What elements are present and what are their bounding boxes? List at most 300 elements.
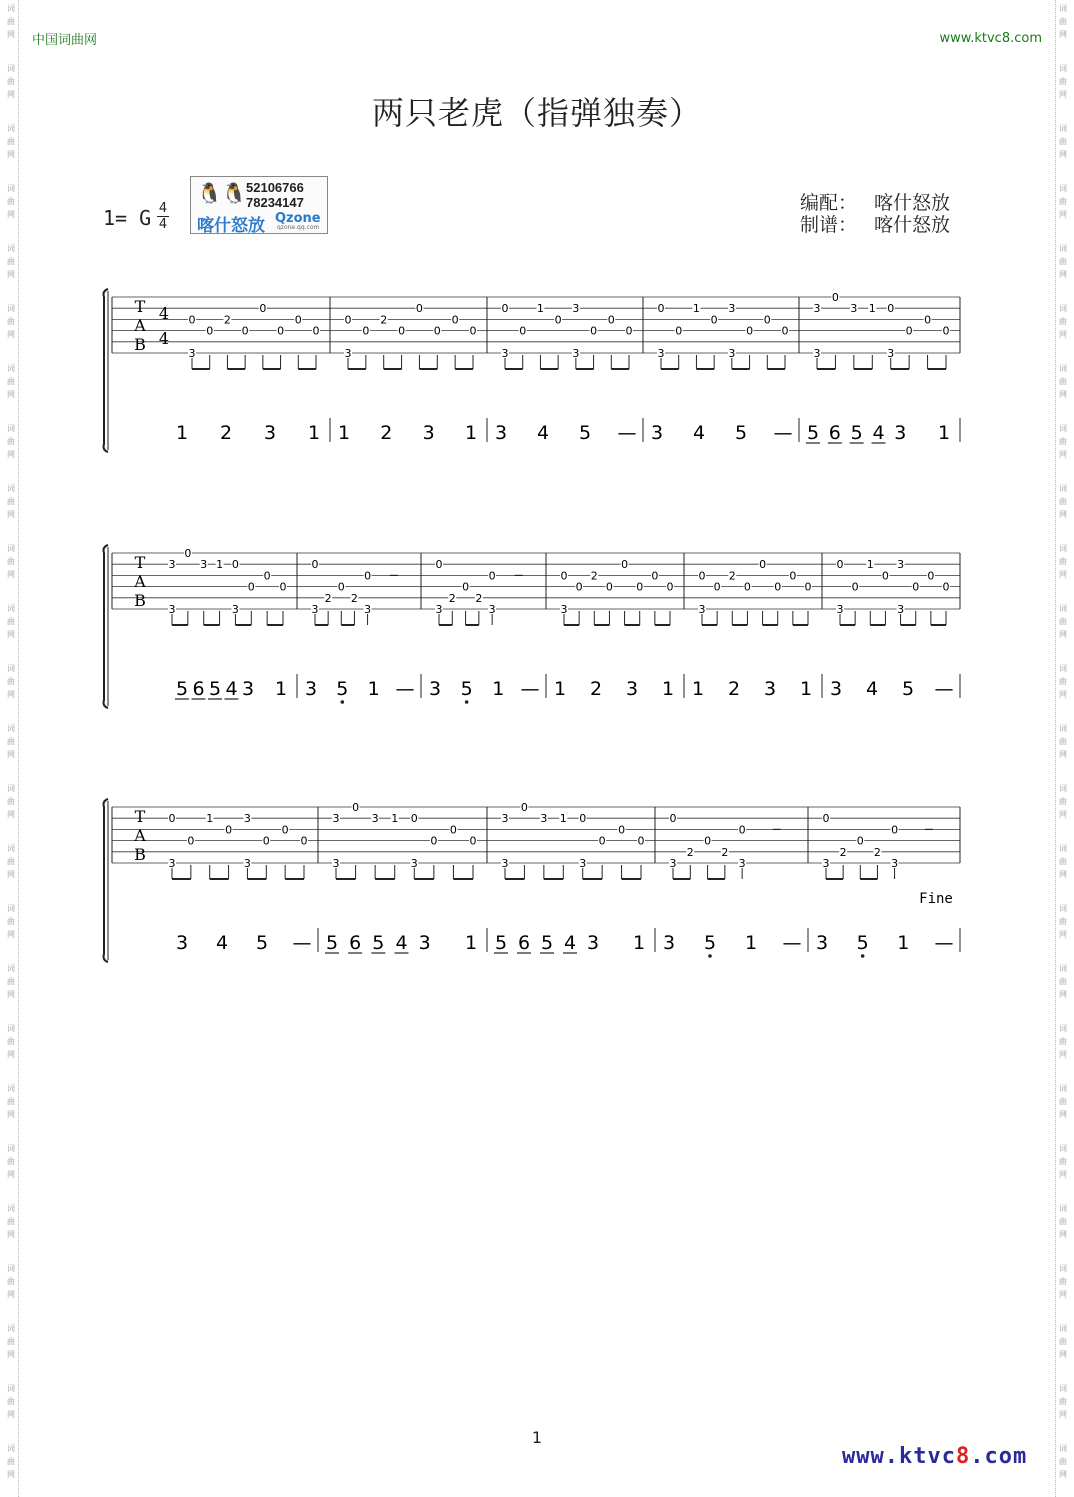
jianpu-note: 5: [460, 678, 473, 700]
jianpu-note: 5: [372, 932, 385, 954]
tab-fret-number: 0: [488, 569, 496, 583]
watermark-char: 曲: [1059, 377, 1067, 386]
watermark-char: 网: [7, 1230, 15, 1239]
transcriber-name: 喀什怒放: [874, 214, 951, 236]
watermark-char: 曲: [7, 317, 15, 326]
tab-fret-number: 2: [590, 569, 598, 583]
watermark-char: 网: [7, 90, 15, 99]
tab-fret-number: 0: [206, 324, 214, 338]
watermark-char: 网: [7, 1170, 15, 1179]
site-name-left: 中国词曲网: [32, 33, 98, 48]
jianpu-note: 1: [632, 932, 646, 954]
tab-fret-number: 3: [560, 603, 568, 616]
watermark-char: 词: [7, 1084, 15, 1093]
jianpu-note: 4: [872, 422, 885, 444]
tab-fret-number: 3: [501, 812, 509, 826]
jianpu-note: 5: [734, 422, 748, 444]
watermark-char: 网: [1059, 570, 1067, 579]
tab-fret-number: 0: [435, 558, 443, 572]
watermark-char: 网: [7, 930, 15, 939]
footer-logo-post: .com: [970, 1444, 1028, 1469]
jianpu-low-dot: [465, 700, 469, 704]
time-signature-top: 4: [158, 201, 168, 216]
tab-fret-number: 0: [657, 302, 665, 316]
tab-fret-number: 0: [618, 823, 626, 837]
page-title: 两只老虎（指弹独奏）: [371, 94, 702, 132]
jianpu-note: 2: [219, 422, 233, 444]
tab-fret-number: 2: [223, 313, 231, 327]
tab-fret-number: 2: [475, 591, 483, 605]
tab-fret-number: 0: [636, 580, 644, 594]
watermark-char: 曲: [1059, 617, 1067, 626]
watermark-char: 词: [1059, 424, 1067, 433]
watermark-char: 网: [1059, 1110, 1067, 1119]
watermark-char: 曲: [1059, 257, 1067, 266]
watermark-char: 词: [1059, 124, 1067, 133]
tab-fret-number: 3: [488, 603, 496, 616]
jianpu-note: 1: [799, 678, 813, 700]
watermark-char: 网: [7, 750, 15, 759]
tab-fret-number: 0: [344, 313, 352, 327]
tab-fret-number: 0: [520, 801, 528, 814]
tab-fret-number: 0: [579, 812, 587, 826]
watermark-char: 网: [1059, 690, 1067, 699]
jianpu-note: 3: [894, 422, 907, 444]
jianpu-note: 3: [586, 932, 600, 954]
tab-fret-number: 0: [184, 547, 192, 560]
tab-fret-number: 0: [277, 324, 285, 338]
watermark-char: 词: [1059, 844, 1067, 853]
watermark-char: 网: [7, 1050, 15, 1059]
tab-fret-number: 1: [866, 558, 874, 572]
watermark-char: 网: [7, 330, 15, 339]
footer-logo-accent: 8: [955, 1444, 971, 1469]
tab-fret-number: 0: [575, 580, 583, 594]
tab-fret-number: 0: [451, 313, 459, 327]
watermark-char: 网: [1059, 810, 1067, 819]
tab-fret-number: 3: [572, 347, 580, 360]
watermark-char: 网: [1059, 750, 1067, 759]
watermark-char: 网: [7, 450, 15, 459]
watermark-char: 网: [7, 690, 15, 699]
tab-fret-number: 0: [759, 558, 767, 572]
watermark-char: 曲: [7, 197, 15, 206]
jianpu-note: 1: [492, 678, 505, 700]
tab-fret-number: 0: [462, 580, 470, 594]
watermark-char: 曲: [1059, 1277, 1067, 1286]
tab-fret-number: 0: [519, 324, 527, 338]
system-bracket: [104, 289, 109, 452]
watermark-char: 网: [1059, 1230, 1067, 1239]
watermark-char: 词: [7, 424, 15, 433]
jianpu-note: —: [292, 932, 312, 954]
watermark-char: 曲: [1059, 317, 1067, 326]
tab-letter: B: [134, 845, 146, 864]
tab-fret-number: 0: [560, 569, 568, 583]
jianpu-note: 3: [494, 422, 508, 444]
watermark-char: 曲: [7, 977, 15, 986]
jianpu-note: 6: [517, 932, 531, 954]
watermark-char: 网: [1059, 270, 1067, 279]
jianpu-low-dot: [861, 954, 865, 958]
tab-fret-number: 0: [881, 569, 889, 583]
tab-fret-number: 0: [469, 324, 477, 338]
watermark-char: 网: [7, 990, 15, 999]
qzone-url: qzone.qq.com: [277, 224, 320, 231]
watermark-char: 曲: [1059, 857, 1067, 866]
tab-fret-number: 0: [241, 324, 249, 338]
tab-fret-number: 2: [873, 845, 881, 859]
tab-fret-number: 0: [675, 324, 683, 338]
watermark-char: 网: [1059, 1470, 1067, 1479]
tab-fret-number: 3: [243, 857, 251, 870]
jianpu-note: 5: [578, 422, 592, 444]
tab-fret-number: 0: [774, 580, 782, 594]
watermark-char: 曲: [1059, 737, 1067, 746]
tab-fret-number: 0: [598, 834, 606, 848]
tab-time-top: 4: [158, 304, 170, 323]
tab-fret-number: 0: [887, 302, 895, 316]
watermark-char: 词: [1059, 64, 1067, 73]
watermark-char: 词: [1059, 1084, 1067, 1093]
tab-fret-number: 0: [789, 569, 797, 583]
page-number: 1: [531, 1428, 543, 1447]
tab-fret-number: 0: [590, 324, 598, 338]
tab-fret-number: 3: [371, 812, 379, 826]
watermark-char: 曲: [1059, 917, 1067, 926]
tab-fret-number: 1: [391, 812, 399, 826]
jianpu-note: 4: [395, 932, 408, 954]
tab-fret-number: 3: [728, 302, 736, 316]
watermark-char: 网: [7, 270, 15, 279]
tab-fret-number: 0: [469, 834, 477, 848]
tab-fret-number: 0: [625, 324, 633, 338]
tab-letter: B: [134, 591, 146, 610]
tab-fret-number: 0: [231, 558, 239, 572]
tab-fret-number: 3: [435, 603, 443, 616]
tab-fret-number: 2: [686, 845, 694, 859]
watermark-char: 曲: [1059, 677, 1067, 686]
watermark-char: 词: [1059, 1444, 1067, 1453]
jianpu-note: 1: [464, 422, 478, 444]
footer-logo-pre: www.ktvc: [842, 1444, 956, 1469]
watermark-char: 词: [1059, 484, 1067, 493]
watermark-char: 词: [7, 4, 15, 13]
tab-fret-number: 3: [813, 347, 821, 360]
jianpu-note: 6: [192, 678, 205, 700]
tab-fret-number: 0: [398, 324, 406, 338]
watermark-char: 曲: [7, 1157, 15, 1166]
watermark-char: 词: [7, 1024, 15, 1033]
tab-fret-number: 2: [728, 569, 736, 583]
watermark-char: 曲: [7, 617, 15, 626]
watermark-char: 词: [7, 1384, 15, 1393]
tab-fret-number: 3: [188, 347, 196, 360]
logo-brand: 喀什怒放: [197, 216, 265, 236]
tab-fret-number: 2: [324, 591, 332, 605]
tab-fret-number: 0: [763, 313, 771, 327]
tab-fret-number: 0: [942, 324, 950, 338]
watermark-char: 曲: [1059, 1337, 1067, 1346]
watermark-char: 网: [1059, 930, 1067, 939]
watermark-char: 曲: [1059, 137, 1067, 146]
tab-fret-number: 0: [430, 834, 438, 848]
watermark-char: 网: [7, 870, 15, 879]
tab-fret-number: 3: [410, 857, 418, 870]
tab-fret-number: 0: [927, 569, 935, 583]
jianpu-note: 4: [225, 678, 238, 700]
tab-fret-number: 3: [332, 812, 340, 826]
jianpu-note: 1: [661, 678, 675, 700]
tab-fret-number: 3: [657, 347, 665, 360]
watermark-char: 网: [7, 1110, 15, 1119]
jianpu-note: 3: [418, 932, 431, 954]
watermark-char: 词: [1059, 1384, 1067, 1393]
tab-time-bottom: 4: [158, 329, 170, 348]
watermark-char: 曲: [7, 1337, 15, 1346]
jianpu-note: 1: [464, 932, 478, 954]
watermark-char: 网: [1059, 90, 1067, 99]
tab-fret-number: 1: [206, 812, 214, 826]
watermark-char: 词: [1059, 304, 1067, 313]
tab-fret-number: 0: [713, 580, 721, 594]
tab-letter: A: [134, 826, 146, 845]
watermark-char: 网: [1059, 1170, 1067, 1179]
fine-marker: Fine: [919, 891, 953, 907]
watermark-char: 词: [1059, 364, 1067, 373]
watermark-char: 曲: [7, 1217, 15, 1226]
jianpu-note: 2: [589, 678, 603, 700]
tab-fret-number: 3: [836, 603, 844, 616]
tab-fret-number: 2: [721, 845, 729, 859]
tab-fret-number: 3: [579, 857, 587, 870]
tab-fret-number: 0: [312, 324, 320, 338]
watermark-char: 曲: [7, 137, 15, 146]
watermark-char: 词: [1059, 1204, 1067, 1213]
jianpu-note: —: [934, 678, 954, 700]
jianpu-note: 5: [703, 932, 717, 954]
watermark-char: 曲: [7, 857, 15, 866]
watermark-char: 曲: [7, 257, 15, 266]
system-bracket: [104, 545, 109, 708]
tab-fret-number: 3: [813, 302, 821, 316]
watermark-char: 词: [7, 664, 15, 673]
tab-fret-number: 0: [607, 313, 615, 327]
tab-fret-number: 3: [540, 812, 548, 826]
jianpu-note: —: [520, 678, 540, 700]
watermark-char: 网: [7, 1350, 15, 1359]
watermark-char: 词: [1059, 904, 1067, 913]
watermark-char: 曲: [7, 737, 15, 746]
tab-fret-number: 3: [344, 347, 352, 360]
tab-letter: T: [134, 297, 146, 316]
watermark-char: 词: [1059, 784, 1067, 793]
jianpu-note: —: [617, 422, 637, 444]
watermark-char: 网: [1059, 1050, 1067, 1059]
watermark-char: 网: [7, 30, 15, 39]
tab-fret-number: 0: [836, 558, 844, 572]
jianpu-note: 1: [337, 422, 351, 444]
penguin-icon: 🐧🐧: [197, 181, 247, 205]
watermark-char: 网: [7, 390, 15, 399]
watermark-char: 词: [7, 64, 15, 73]
watermark-char: 词: [1059, 4, 1067, 13]
watermark-char: 网: [1059, 1350, 1067, 1359]
tab-fret-number: 0: [924, 313, 932, 327]
jianpu-note: 1: [553, 678, 567, 700]
watermark-char: 词: [7, 844, 15, 853]
jianpu-note: 3: [829, 678, 843, 700]
watermark-char: 曲: [7, 557, 15, 566]
jianpu-note: 4: [692, 422, 706, 444]
watermark-char: 曲: [1059, 1097, 1067, 1106]
watermark-char: 词: [1059, 1024, 1067, 1033]
watermark-char: 网: [1059, 630, 1067, 639]
watermark-char: 词: [1059, 1144, 1067, 1153]
tab-fret-number: 0: [651, 569, 659, 583]
watermark-char: 词: [7, 904, 15, 913]
jianpu-note: 3: [662, 932, 676, 954]
tab-fret-number: 0: [188, 313, 196, 327]
jianpu-note: 4: [215, 932, 229, 954]
jianpu-note: 3: [815, 932, 829, 954]
watermark-char: 网: [7, 570, 15, 579]
tab-fret-number: 3: [168, 857, 176, 870]
watermark-char: 词: [7, 1444, 15, 1453]
watermark-char: 词: [7, 484, 15, 493]
jianpu-note: 1: [691, 678, 705, 700]
tab-fret-number: 0: [259, 302, 267, 316]
tab-fret-number: 3: [572, 302, 580, 316]
tab-fret-number: 3: [738, 857, 746, 870]
jianpu-note: 5: [901, 678, 915, 700]
tab-fret-number: 0: [300, 834, 308, 848]
watermark-char: 曲: [7, 77, 15, 86]
watermark-char: 词: [7, 304, 15, 313]
tab-fret-number: 0: [710, 313, 718, 327]
tab-fret-number: 1: [536, 302, 544, 316]
watermark-char: 词: [1059, 604, 1067, 613]
jianpu-note: 1: [175, 422, 189, 444]
tab-fret-number: 3: [311, 603, 319, 616]
tab-fret-number: 0: [433, 324, 441, 338]
jianpu-note: 1: [367, 678, 380, 700]
tab-letter: A: [134, 316, 146, 335]
tab-fret-number: 0: [669, 812, 677, 826]
qzone-label: Qzone: [275, 211, 321, 226]
watermark-char: 曲: [7, 1037, 15, 1046]
tab-fret-number: 0: [168, 812, 176, 826]
jianpu-note: 2: [380, 422, 393, 444]
jianpu-note: 5: [175, 678, 189, 700]
jianpu-note: 5: [325, 932, 339, 954]
tab-fret-number: 1: [559, 812, 567, 826]
tab-fret-number: 0: [225, 823, 233, 837]
tab-fret-number: 0: [743, 580, 751, 594]
watermark-char: 词: [7, 364, 15, 373]
watermark-char: 网: [7, 630, 15, 639]
tab-fret-number: 3: [168, 603, 176, 616]
tab-fret-number: 3: [231, 603, 239, 616]
tab-fret-number: 3: [669, 857, 677, 870]
tab-fret-number: 0: [263, 569, 271, 583]
jianpu-note: 5: [850, 422, 863, 444]
watermark-char: 词: [7, 784, 15, 793]
tab-fret-number: 1: [868, 302, 876, 316]
tab-fret-number: 0: [891, 823, 899, 837]
watermark-char: 曲: [1059, 797, 1067, 806]
watermark-char: 网: [7, 150, 15, 159]
jianpu-note: 4: [536, 422, 550, 444]
jianpu-note: —: [395, 678, 415, 700]
jianpu-low-dot: [708, 954, 712, 958]
tab-fret-number: 2: [839, 845, 847, 859]
tab-fret-number: 3: [200, 558, 208, 572]
jianpu-note: 2: [727, 678, 741, 700]
jianpu-note: 3: [625, 678, 639, 700]
jianpu-note: 4: [865, 678, 879, 700]
watermark-char: 曲: [1059, 977, 1067, 986]
tab-fret-number: 3: [168, 558, 176, 572]
watermark-char: 词: [7, 964, 15, 973]
tab-fret-number: 3: [822, 857, 830, 870]
tab-fret-number: 0: [856, 834, 864, 848]
tab-fret-number: 3: [891, 857, 899, 870]
jianpu-note: 3: [763, 678, 777, 700]
tab-fret-number: 0: [851, 580, 859, 594]
tab-fret-number: 0: [311, 558, 319, 572]
tab-fret-number: 3: [243, 812, 251, 826]
watermark-char: 网: [1059, 870, 1067, 879]
tab-fret-number: 0: [738, 823, 746, 837]
watermark-char: 网: [1059, 990, 1067, 999]
tab-fret-number: 3: [887, 347, 895, 360]
watermark-char: 词: [7, 184, 15, 193]
watermark-char: 网: [7, 1290, 15, 1299]
jianpu-note: 3: [175, 932, 189, 954]
key-signature: 1= G: [103, 206, 152, 230]
qq-number-1: 52106766: [246, 180, 304, 195]
tab-fret-number: 0: [554, 313, 562, 327]
tab-fret-number: 3: [728, 347, 736, 360]
watermark-char: 词: [1059, 1324, 1067, 1333]
jianpu-note: —: [934, 932, 954, 954]
watermark-char: 词: [7, 604, 15, 613]
jianpu-note: 4: [563, 932, 577, 954]
watermark-char: 曲: [1059, 1037, 1067, 1046]
tab-fret-number: 3: [501, 347, 509, 360]
tab-fret-number: 0: [279, 580, 287, 594]
watermark-char: 曲: [7, 1097, 15, 1106]
tab-fret-number: 3: [332, 857, 340, 870]
jianpu-note: 1: [744, 932, 758, 954]
watermark-char: 曲: [1059, 1457, 1067, 1466]
time-signature-bottom: 4: [158, 217, 168, 232]
tab-fret-number: 0: [247, 580, 255, 594]
jianpu-note: 3: [428, 678, 442, 700]
tab-fret-number: 0: [410, 812, 418, 826]
jianpu-note: 3: [650, 422, 664, 444]
watermark-char: 曲: [1059, 17, 1067, 26]
tab-letter: T: [134, 553, 146, 572]
tab-fret-number: 0: [621, 558, 629, 572]
watermark-char: 词: [1059, 1264, 1067, 1273]
tab-fret-number: 0: [822, 812, 830, 826]
tab-fret-number: 0: [831, 291, 839, 304]
tab-fret-number: 0: [605, 580, 613, 594]
watermark-char: 词: [7, 1264, 15, 1273]
jianpu-note: 3: [263, 422, 277, 444]
